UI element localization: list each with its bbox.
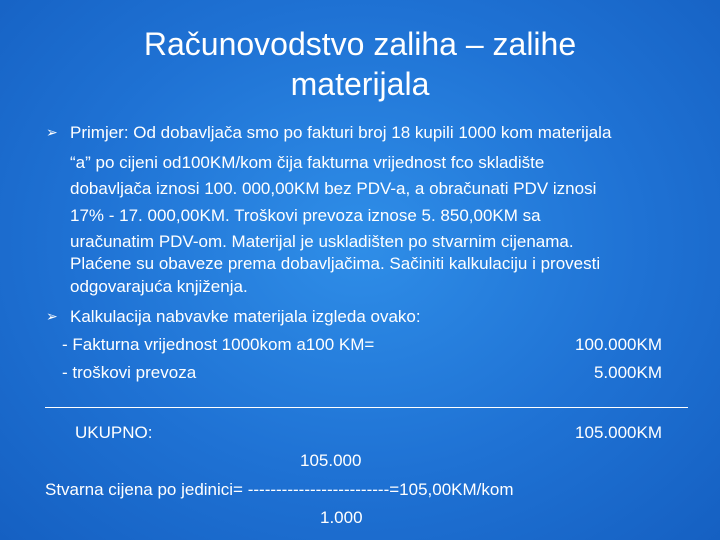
bullet1-line-2: “a” po cijeni od100KM/kom čija fakturna vrijednost fco skladište (70, 153, 545, 172)
divider-line (45, 407, 688, 408)
row-fakturna-value: 100.000KM (575, 335, 662, 354)
bullet1-line-3: dobavljača iznosi 100. 000,00KM bez PDV-a, a obračunati PDV iznosi (70, 179, 597, 198)
bullet2-text: Kalkulacija nabvavke materijala izgleda ovako: (70, 307, 421, 326)
total-value: 105.000KM (575, 423, 662, 442)
bullet1-line-5: uračunatim PDV-om. Materijal je uskladišten po stvarnim cijenama. (70, 232, 574, 251)
bullet1-line-1: Primjer: Od dobavljača smo po fakturi broj 18 kupili 1000 kom materijala (70, 123, 612, 142)
title-line-1: Računovodstvo zaliha – zalihe (143, 26, 577, 62)
row-prevoz-label: - troškovi prevoza (62, 363, 197, 382)
title-line-2: materijala (290, 66, 430, 102)
slide-title (60, 24, 660, 104)
row-fakturna-label: - Fakturna vrijednost 1000kom a100 KM= (62, 335, 375, 354)
fraction-line: Stvarna cijena po jedinici= -------------------------=105,00KM/kom (45, 480, 514, 499)
total-label: UKUPNO: (75, 423, 153, 442)
bullet1-line-6: Plaćene su obaveze prema dobavljačima. Sačiniti kalkulaciju i provesti (70, 254, 601, 273)
bullet1-line-4: 17% - 17. 000,00KM. Troškovi prevoza iznose 5. 850,00KM sa (70, 206, 541, 225)
row-prevoz-value: 5.000KM (593, 363, 662, 382)
arrow-bullet-icon: ➢ (46, 124, 58, 140)
arrow-bullet-icon: ➢ (46, 308, 58, 324)
fraction-denominator: 1.000 (320, 508, 363, 527)
bullet1-line-7: odgovarajuća knjiženja. (70, 277, 248, 296)
fraction-numerator: 105.000 (300, 451, 362, 470)
